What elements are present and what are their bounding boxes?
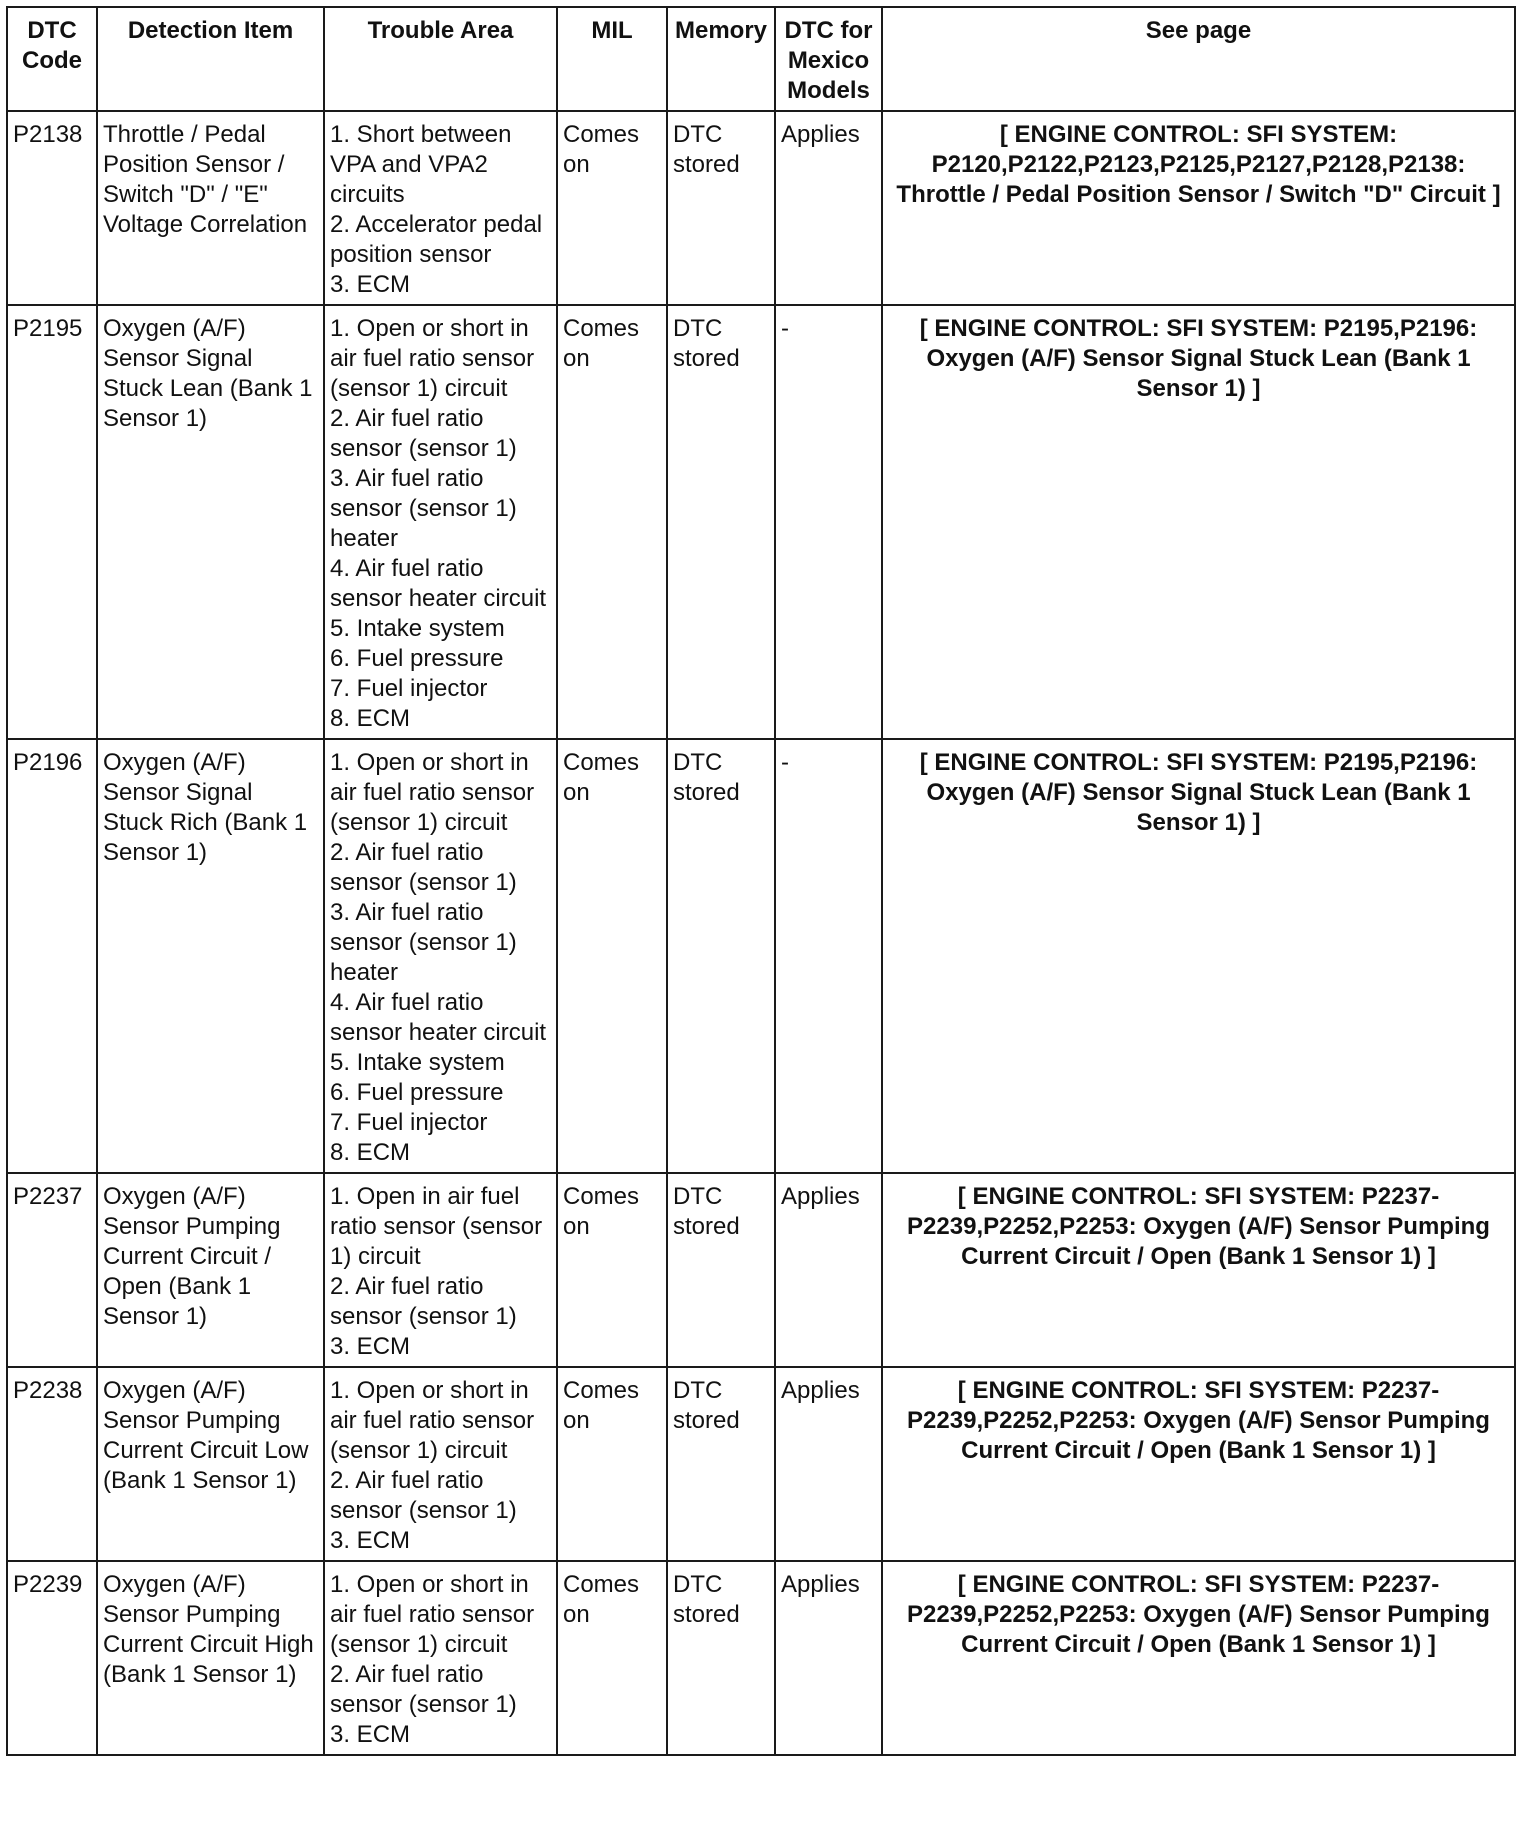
mil-status: Comes on: [557, 305, 667, 739]
trouble-item: 1. Short between VPA and VPA2 circuits: [330, 121, 512, 208]
trouble-area: [324, 1173, 557, 1367]
detection-item: Oxygen (A/F) Sensor Signal Stuck Rich (Bank 1 Sensor 1): [97, 739, 324, 1173]
header-trouble-area: Trouble Area: [324, 7, 557, 111]
mil-status: Comes on: [557, 1173, 667, 1367]
trouble-item: 2. Air fuel ratio sensor (sensor 1): [330, 1273, 517, 1330]
detection-item: Oxygen (A/F) Sensor Pumping Current Circuit / Open (Bank 1 Sensor 1): [97, 1173, 324, 1367]
trouble-area: [324, 1367, 557, 1561]
see-page-link[interactable]: [ ENGINE CONTROL: SFI SYSTEM: P2237-P2239,P2252,P2253: Oxygen (A/F) Sensor Pumping Current Circuit / Open (Bank 1 Sensor 1) ]: [882, 1561, 1515, 1755]
memory-status: DTC stored: [667, 739, 775, 1173]
mexico-applies: -: [775, 739, 882, 1173]
mexico-applies: Applies: [775, 1561, 882, 1755]
trouble-item: 2. Air fuel ratio sensor (sensor 1): [330, 839, 517, 896]
table-row: [7, 739, 1515, 1173]
detection-item: Throttle / Pedal Position Sensor / Switch "D" / "E" Voltage Correlation: [97, 111, 324, 305]
trouble-item: 8. ECM: [330, 1139, 411, 1166]
mexico-applies: Applies: [775, 111, 882, 305]
see-page-link[interactable]: [ ENGINE CONTROL: SFI SYSTEM: P2120,P2122,P2123,P2125,P2127,P2128,P2138: Throttle / Pedal Position Sensor / Switch "D" Circuit ]: [882, 111, 1515, 305]
dtc-code: P2238: [7, 1367, 97, 1561]
trouble-item: 2. Air fuel ratio sensor (sensor 1): [330, 1661, 517, 1718]
trouble-item: 5. Intake system: [330, 615, 505, 642]
trouble-item: 3. Air fuel ratio sensor (sensor 1) heater: [330, 465, 517, 552]
see-page-link[interactable]: [ ENGINE CONTROL: SFI SYSTEM: P2237-P2239,P2252,P2253: Oxygen (A/F) Sensor Pumping Current Circuit / Open (Bank 1 Sensor 1) ]: [882, 1367, 1515, 1561]
trouble-item: 6. Fuel pressure: [330, 645, 504, 672]
table-row: [7, 1561, 1515, 1755]
trouble-item: 3. ECM: [330, 1721, 411, 1748]
header-detection-item: Detection Item: [97, 7, 324, 111]
trouble-item: 1. Open in air fuel ratio sensor (sensor 1) circuit: [330, 1183, 543, 1270]
mil-status: Comes on: [557, 111, 667, 305]
trouble-item: 1. Open or short in air fuel ratio sensor (sensor 1) circuit: [330, 749, 535, 836]
trouble-item: 8. ECM: [330, 705, 411, 732]
header-dtc-code: DTC Code: [7, 7, 97, 111]
trouble-area: [324, 1561, 557, 1755]
table-row: [7, 1173, 1515, 1367]
trouble-area: [324, 305, 557, 739]
table-row: [7, 305, 1515, 739]
trouble-item: 5. Intake system: [330, 1049, 505, 1076]
trouble-item: 7. Fuel injector: [330, 1109, 488, 1136]
dtc-code: P2195: [7, 305, 97, 739]
header-see-page: See page: [882, 7, 1515, 111]
memory-status: DTC stored: [667, 1561, 775, 1755]
trouble-item: 2. Accelerator pedal position sensor: [330, 211, 543, 268]
see-page-link[interactable]: [ ENGINE CONTROL: SFI SYSTEM: P2195,P2196: Oxygen (A/F) Sensor Signal Stuck Lean (Bank 1 Sensor 1) ]: [882, 739, 1515, 1173]
trouble-item: 2. Air fuel ratio sensor (sensor 1): [330, 1467, 517, 1524]
trouble-item: 1. Open or short in air fuel ratio sensor (sensor 1) circuit: [330, 315, 535, 402]
dtc-code: P2138: [7, 111, 97, 305]
trouble-item: 1. Open or short in air fuel ratio sensor (sensor 1) circuit: [330, 1377, 535, 1464]
memory-status: DTC stored: [667, 305, 775, 739]
trouble-item: 6. Fuel pressure: [330, 1079, 504, 1106]
trouble-item: 3. ECM: [330, 1527, 411, 1554]
dtc-code: P2239: [7, 1561, 97, 1755]
memory-status: DTC stored: [667, 111, 775, 305]
trouble-item: 3. ECM: [330, 271, 411, 298]
header-dtc-mexico: DTC for Mexico Models: [775, 7, 882, 111]
header-row: [7, 7, 1515, 111]
dtc-table: [6, 6, 1516, 1756]
table-row: [7, 1367, 1515, 1561]
table-body: [7, 111, 1515, 1755]
table-row: [7, 111, 1515, 305]
mexico-applies: -: [775, 305, 882, 739]
dtc-code: P2237: [7, 1173, 97, 1367]
trouble-item: 1. Open or short in air fuel ratio sensor (sensor 1) circuit: [330, 1571, 535, 1658]
memory-status: DTC stored: [667, 1367, 775, 1561]
header-mil: MIL: [557, 7, 667, 111]
trouble-item: 7. Fuel injector: [330, 675, 488, 702]
detection-item: Oxygen (A/F) Sensor Pumping Current Circuit Low (Bank 1 Sensor 1): [97, 1367, 324, 1561]
see-page-link[interactable]: [ ENGINE CONTROL: SFI SYSTEM: P2237-P2239,P2252,P2253: Oxygen (A/F) Sensor Pumping Current Circuit / Open (Bank 1 Sensor 1) ]: [882, 1173, 1515, 1367]
mexico-applies: Applies: [775, 1367, 882, 1561]
detection-item: Oxygen (A/F) Sensor Signal Stuck Lean (Bank 1 Sensor 1): [97, 305, 324, 739]
trouble-item: 3. ECM: [330, 1333, 411, 1360]
trouble-item: 3. Air fuel ratio sensor (sensor 1) heater: [330, 899, 517, 986]
trouble-area: [324, 739, 557, 1173]
trouble-item: 2. Air fuel ratio sensor (sensor 1): [330, 405, 517, 462]
mil-status: Comes on: [557, 739, 667, 1173]
see-page-link[interactable]: [ ENGINE CONTROL: SFI SYSTEM: P2195,P2196: Oxygen (A/F) Sensor Signal Stuck Lean (Bank 1 Sensor 1) ]: [882, 305, 1515, 739]
dtc-code: P2196: [7, 739, 97, 1173]
trouble-item: 4. Air fuel ratio sensor heater circuit: [330, 555, 547, 612]
memory-status: DTC stored: [667, 1173, 775, 1367]
detection-item: Oxygen (A/F) Sensor Pumping Current Circuit High (Bank 1 Sensor 1): [97, 1561, 324, 1755]
mil-status: Comes on: [557, 1367, 667, 1561]
mil-status: Comes on: [557, 1561, 667, 1755]
trouble-item: 4. Air fuel ratio sensor heater circuit: [330, 989, 547, 1046]
trouble-area: [324, 111, 557, 305]
mexico-applies: Applies: [775, 1173, 882, 1367]
header-memory: Memory: [667, 7, 775, 111]
